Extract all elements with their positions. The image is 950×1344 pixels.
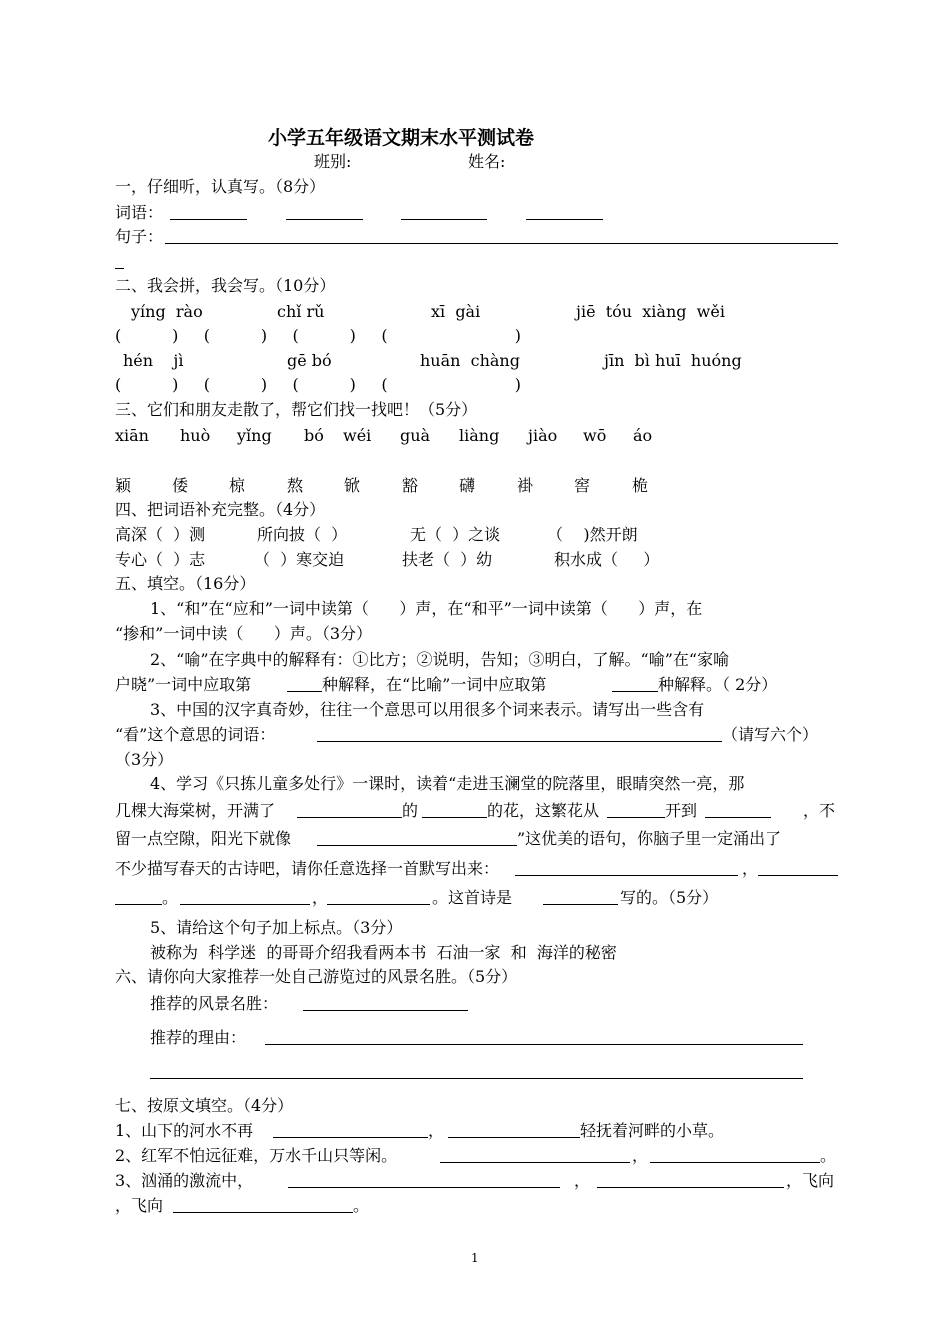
s7-blank-7[interactable]: [173, 1212, 353, 1213]
pinyin-8: jīn bì huī huóng: [604, 351, 742, 370]
class-label: 班别:: [314, 152, 352, 171]
s7-line-1a: 1、山下的河水不再: [115, 1121, 254, 1140]
idiom-6[interactable]: （ ）寒交迫: [254, 550, 345, 569]
place-label: 推荐的风景名胜：: [150, 994, 279, 1013]
s7-line-1c: 轻抚着河畔的小草。: [580, 1121, 725, 1140]
matching-pinyin-3[interactable]: yǐng: [237, 426, 272, 445]
matching-pinyin-2[interactable]: huò: [180, 426, 211, 445]
q4-poem-blank-1[interactable]: [515, 875, 738, 876]
idiom-7[interactable]: 扶老（ ）幼: [402, 550, 493, 569]
q3-line-2b: （请写六个）: [722, 725, 819, 744]
s7-line-3c: ，飞向: [786, 1171, 835, 1190]
idiom-1[interactable]: 高深（ ）测: [115, 525, 206, 544]
q2-blank-1[interactable]: [287, 691, 322, 692]
s7-blank-3[interactable]: [440, 1162, 630, 1163]
idiom-4[interactable]: （ )然开朗: [547, 525, 638, 544]
word-blank-4[interactable]: [526, 219, 603, 220]
matching-char-1[interactable]: 颖: [115, 476, 132, 495]
matching-char-10[interactable]: 桅: [632, 476, 649, 495]
pinyin-3: xī gài: [431, 302, 481, 321]
matching-pinyin-8[interactable]: jiào: [528, 426, 558, 445]
q4-author-blank[interactable]: [543, 904, 618, 905]
q4-poem-blank-2[interactable]: [758, 875, 838, 876]
matching-char-2[interactable]: 倭: [172, 476, 189, 495]
q2-blank-2[interactable]: [612, 691, 658, 692]
s7-line-4b: 。: [353, 1196, 370, 1215]
idiom-3[interactable]: 无（ ）之谈: [410, 525, 501, 544]
matching-pinyin-4[interactable]: bó: [304, 426, 324, 445]
sentence-blank-overflow[interactable]: [115, 268, 124, 269]
q4-poem-blank-3[interactable]: [115, 904, 162, 905]
s7-line-3a: 3、汹涌的激流中，: [115, 1171, 254, 1190]
answer-boxes-row-1[interactable]: ( ) ( ) ( ) ( ): [115, 326, 521, 345]
q2-line-1: 2、“喻”在字典中的解释有：①比方；②说明，告知；③明白，了解。“喻”在“家喻: [150, 650, 730, 669]
q1-line-1: 1、“和”在“应和”一词中读第（ ）声，在“和平”一词中读第（ ）声，在: [150, 599, 703, 618]
section-3-heading: 三、它们和朋友走散了，帮它们找一找吧！（5分）: [115, 400, 478, 419]
q1-line-2: “掺和”一词中读（ ）声。（3分）: [115, 624, 373, 643]
section-2-heading: 二、我会拼，我会写。（10分）: [115, 276, 336, 295]
matching-pinyin-6[interactable]: guà: [400, 426, 431, 445]
q4-line-4b: ，: [742, 859, 759, 878]
word-blank-2[interactable]: [286, 219, 363, 220]
matching-char-7[interactable]: 礴: [459, 476, 476, 495]
q4-line-5c: 。这首诗是: [432, 888, 513, 907]
s7-line-2b: ，: [632, 1146, 649, 1165]
q4-blank-2[interactable]: [422, 817, 487, 818]
name-label: 姓名:: [468, 152, 506, 171]
pinyin-4: jiē tóu xiàng wěi: [576, 302, 725, 321]
q5-line-1: 5、请给这个句子加上标点。（3分）: [150, 918, 403, 937]
q4-line-4a: 不少描写春天的古诗吧，请你任意选择一首默写出来：: [115, 859, 500, 878]
q4-line-2e: ，不: [803, 801, 836, 820]
q4-blank-3[interactable]: [607, 817, 665, 818]
s7-line-3b: ，: [574, 1171, 591, 1190]
q2-line-2a: 户晓”一词中应取第: [115, 675, 252, 694]
idiom-2[interactable]: 所向披（ ）: [257, 525, 348, 544]
s7-blank-2[interactable]: [448, 1137, 580, 1138]
matching-char-4[interactable]: 熬: [287, 476, 304, 495]
pinyin-2: chǐ rǔ: [277, 302, 325, 321]
matching-char-6[interactable]: 豁: [402, 476, 419, 495]
q4-blank-1[interactable]: [297, 817, 402, 818]
sentence-blank[interactable]: [165, 243, 838, 244]
word-blank-3[interactable]: [401, 219, 487, 220]
q4-line-2b: 的: [402, 801, 419, 820]
q5-line-2[interactable]: 被称为 科学迷 的哥哥介绍我看两本书 石油一家 和 海洋的秘密: [150, 943, 617, 962]
q4-line-5b: ，: [312, 888, 329, 907]
matching-char-5[interactable]: 锨: [344, 476, 361, 495]
q4-line-2a: 几棵大海棠树，开满了: [115, 801, 276, 820]
page-number: 1: [471, 1251, 479, 1265]
section-7-heading: 七、按原文填空。（4分）: [115, 1096, 294, 1115]
q4-poem-blank-5[interactable]: [327, 904, 430, 905]
pinyin-6: gē bó: [287, 351, 332, 370]
s7-line-4a: ，飞向: [115, 1196, 164, 1215]
reason-blank-1[interactable]: [265, 1044, 803, 1045]
reason-label: 推荐的理由：: [150, 1028, 247, 1047]
q4-line-2d: 开到: [665, 801, 698, 820]
q4-line-5d: 写的。（5分）: [620, 888, 719, 907]
s7-blank-6[interactable]: [597, 1187, 784, 1188]
matching-pinyin-9[interactable]: wō: [583, 426, 607, 445]
q4-line-3b: ”这优美的语句，你脑子里一定涌出了: [517, 829, 782, 848]
section-4-heading: 四、把词语补充完整。（4分）: [115, 500, 326, 519]
matching-pinyin-10[interactable]: áo: [633, 426, 653, 445]
section-1-heading: 一，仔细听，认真写。（8分）: [115, 177, 326, 196]
matching-pinyin-7[interactable]: liàng: [459, 426, 500, 445]
q4-line-1: 4、学习《只拣儿童多处行》一课时，读着“走进玉澜堂的院落里，眼睛突然一亮，那: [150, 774, 745, 793]
s7-line-1b: ，: [428, 1121, 445, 1140]
q4-line-2c: 的花，这繁花从: [487, 801, 600, 820]
pinyin-1: yíng rào: [131, 302, 203, 321]
s7-blank-4[interactable]: [650, 1162, 820, 1163]
place-blank[interactable]: [303, 1010, 468, 1011]
s7-blank-5[interactable]: [288, 1187, 560, 1188]
word-blank-1[interactable]: [170, 219, 247, 220]
matching-pinyin-5[interactable]: wéi: [343, 426, 372, 445]
q4-poem-blank-4[interactable]: [180, 904, 310, 905]
q3-line-2a: “看”这个意思的词语：: [115, 725, 276, 744]
idiom-5[interactable]: 专心（ ）志: [115, 550, 206, 569]
matching-char-8[interactable]: 褂: [517, 476, 534, 495]
matching-char-3[interactable]: 椋: [229, 476, 246, 495]
q3-line-3: （3分）: [115, 750, 174, 769]
q4-blank-4[interactable]: [705, 817, 771, 818]
q2-line-2c: 种解释。（ 2分）: [658, 675, 778, 694]
page-title: 小学五年级语文期末水平测试卷: [268, 127, 535, 149]
q3-blank[interactable]: [317, 741, 722, 742]
words-label: 词语：: [115, 203, 164, 222]
sentence-label: 句子：: [115, 227, 164, 246]
idiom-8[interactable]: 积水成（ ）: [554, 550, 660, 569]
s7-line-2c: 。: [820, 1146, 837, 1165]
s7-blank-1[interactable]: [273, 1137, 428, 1138]
s7-line-2a: 2、红军不怕远征难，万水千山只等闲。: [115, 1146, 398, 1165]
section-6-heading: 六、请你向大家推荐一处自己游览过的风景名胜。（5分）: [115, 967, 518, 986]
answer-boxes-row-2[interactable]: ( ) ( ) ( ) ( ): [115, 375, 521, 394]
matching-char-9[interactable]: 窖: [574, 476, 591, 495]
q2-line-2b: 种解释，在“比喻”一词中应取第: [322, 675, 547, 694]
matching-pinyin-1[interactable]: xiān: [115, 426, 149, 445]
section-5-heading: 五、填空。（16分）: [115, 574, 256, 593]
q4-line-3a: 留一点空隙，阳光下就像: [115, 829, 292, 848]
q4-line-5a: 。: [162, 888, 179, 907]
q4-blank-5[interactable]: [317, 845, 517, 846]
pinyin-7: huān chàng: [420, 351, 520, 370]
q3-line-1: 3、中国的汉字真奇妙，往往一个意思可以用很多个词来表示。请写出一些含有: [150, 700, 705, 719]
reason-blank-2[interactable]: [150, 1078, 803, 1079]
pinyin-5: hén jì: [123, 351, 184, 370]
